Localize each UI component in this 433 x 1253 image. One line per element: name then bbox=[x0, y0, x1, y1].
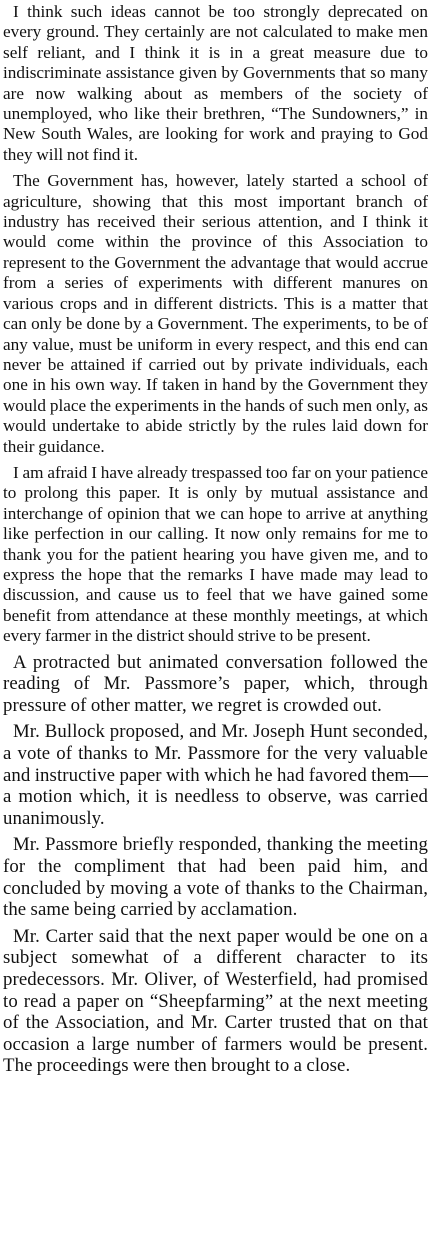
paragraph-passmore-response: Mr. Passmore briefly responded, thanking the meeting for the compliment that had been paid him, and concluded by moving a vote of thanks to the Chairman, the same being carried by acclamation. bbox=[3, 834, 428, 921]
paragraph-government-experiments: The Government has, however, lately started a school of agriculture, showing that this most important branch of industry has received their serious attention, and I think it would come within the province of this Association to represent to the Government the advantage that would accrue from a series of experiments with different manures on various crops and in different districts. This is a matter that can only be done by a Government. The experiments, to be of any value, must be uniform in every respect, and this end can never be attained if carried out by private individuals, each one in his own way. If taken in hand by the Government they would place the experiments in the hands of such men only, as would undertake to abide strictly by the rules laid down for their guidance. bbox=[3, 171, 428, 456]
paragraph-unemployed-assistance: I think such ideas cannot be too strongly deprecated on every ground. They certainly are not calculated to make men self reliant, and I think it is in a great measure due to indiscriminate assistance given by Governments that so many are now walking about as members of the society of unemployed, who like their brethren, “The Sundowners,” in New South Wales, are looking for work and praying to God they will not find it. bbox=[3, 2, 428, 164]
paragraph-vote-of-thanks: Mr. Bullock proposed, and Mr. Joseph Hunt seconded, a vote of thanks to Mr. Passmore for the very valuable and instructive paper with which he had favored them—a motion which, it is needless to observe, was carried unanimously. bbox=[3, 721, 428, 829]
paragraph-discussion: A protracted but animated conversation followed the reading of Mr. Passmore’s paper, which, through pressure of other matter, we regret is crowded out. bbox=[3, 651, 428, 716]
article-column bbox=[3, 2, 428, 1077]
paragraph-closing-remarks: I am afraid I have already trespassed too far on your patience to prolong this paper. It is only by mutual assistance and interchange of opinion that we can hope to arrive at anything like perfection in our calling. It now only remains for me to thank you for the patient hearing you have given me, and to express the hope that the remarks I have made may lead to discussion, and cause us to feel that we have gained some benefit from attendance at these monthly meetings, at which every farmer in the district should strive to be present. bbox=[3, 462, 428, 646]
paragraph-next-paper: Mr. Carter said that the next paper would be one on a subject somewhat of a different character to its predecessors. Mr. Oliver, of Westerfield, had promised to read a paper on “Sheepfarming” at the next meeting of the Association, and Mr. Carter trusted that on that occasion a large number of farmers would be present. The proceedings were then brought to a close. bbox=[3, 925, 428, 1077]
